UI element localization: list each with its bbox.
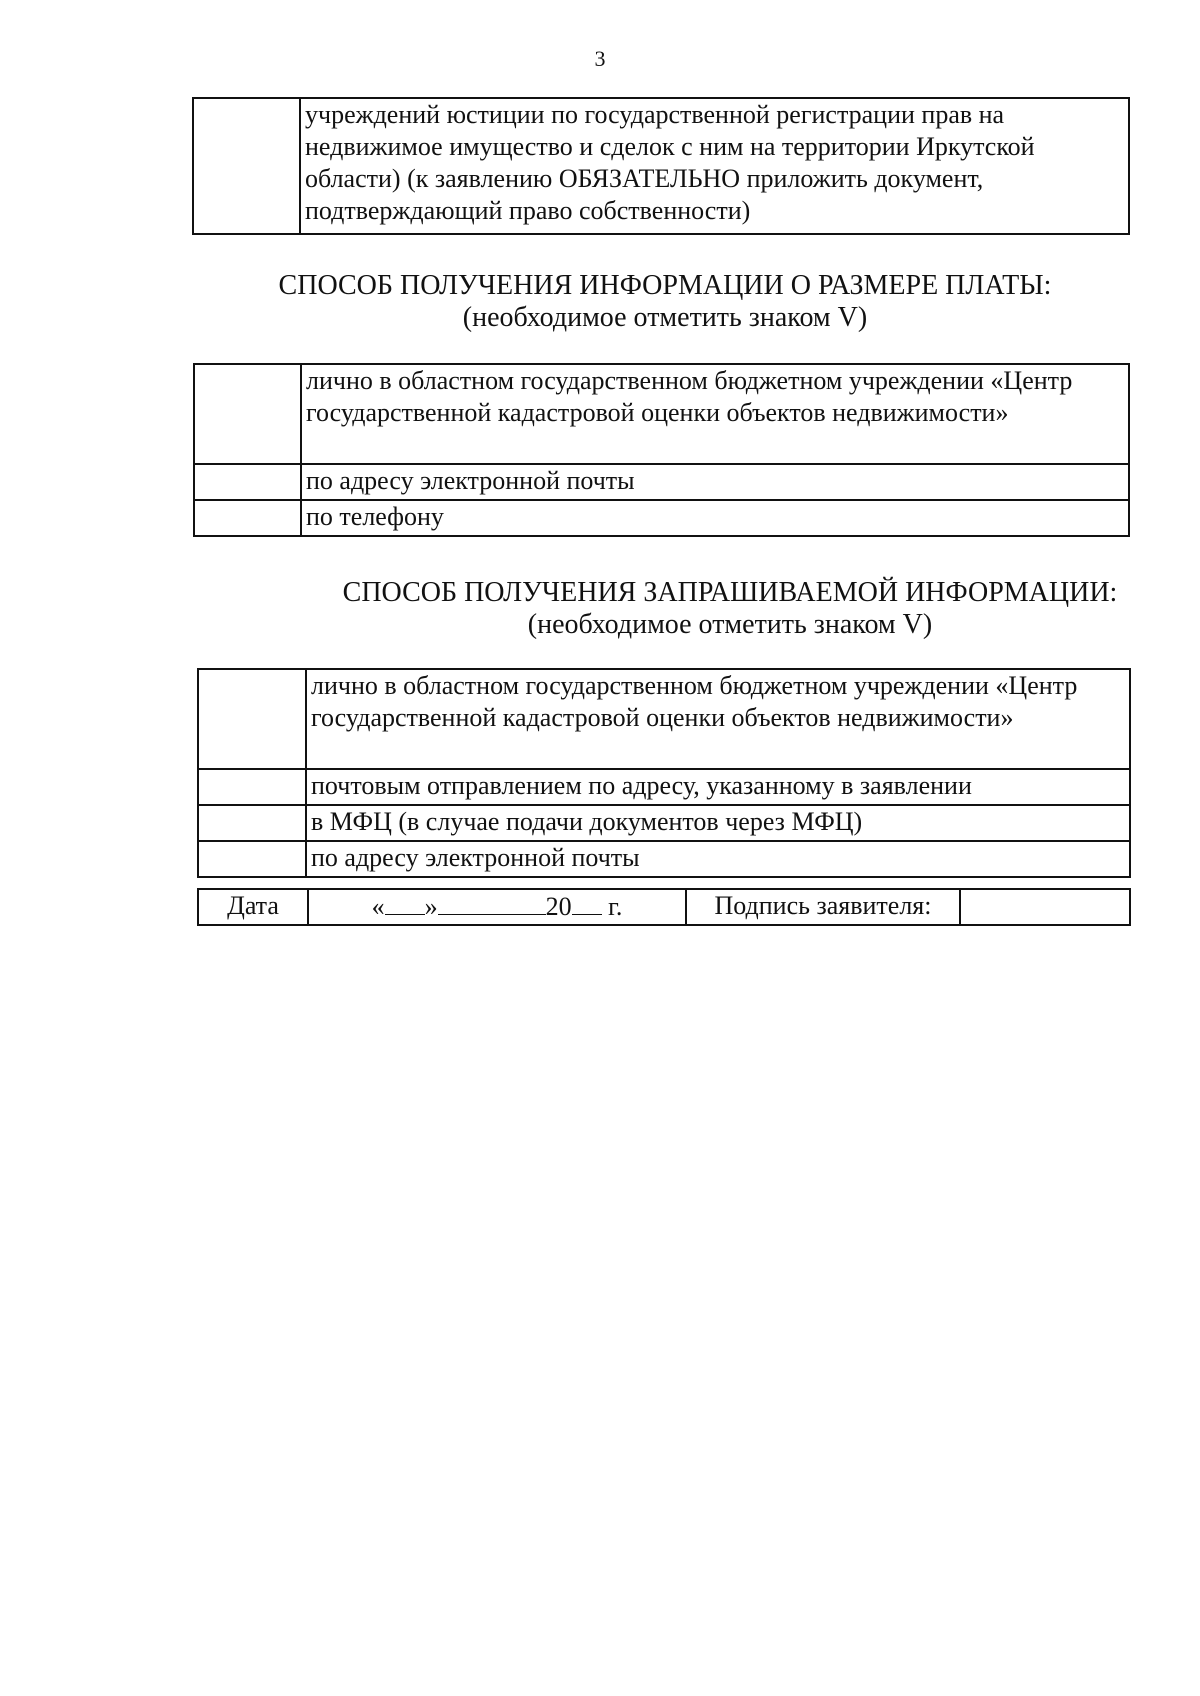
fee-option-row: [194, 464, 1129, 500]
signature-label: Подпись заявителя:: [686, 889, 960, 925]
fee-option-text: по адресу электронной почты: [301, 464, 1129, 500]
fee-section-title: СПОСОБ ПОЛУЧЕНИЯ ИНФОРМАЦИИ О РАЗМЕРЕ ПЛАТЫ:: [278, 270, 1052, 301]
info-option-checkbox-cell[interactable]: [198, 805, 306, 841]
option-text: учреждений юстиции по государственной регистрации прав на недвижимое имущество и сделок с ним на территории Иркутской области) (к заявлению ОБЯЗАТЕЛЬНО приложить документ, подтверждающий право собственности): [300, 98, 1129, 234]
info-section-title: СПОСОБ ПОЛУЧЕНИЯ ЗАПРАШИВАЕМОЙ ИНФОРМАЦИИ:: [342, 577, 1118, 608]
year-suffix: г.: [608, 892, 623, 921]
date-open-quote: «: [371, 892, 385, 921]
fee-option-checkbox-cell[interactable]: [194, 464, 301, 500]
info-option-text: лично в областном государственном бюджетном учреждении «Центр государственной кадастровой оценки объектов недвижимости»: [306, 669, 1130, 769]
info-option-text: почтовым отправлением по адресу, указанному в заявлении: [306, 769, 1130, 805]
fee-options-table: [193, 363, 1130, 537]
date-label: Дата: [198, 889, 308, 925]
signature-field[interactable]: [960, 889, 1130, 925]
fee-option-row: [194, 364, 1129, 464]
year-prefix: 20: [545, 892, 572, 921]
fee-section-note: (необходимое отметить знаком V): [462, 302, 868, 333]
info-option-checkbox-cell[interactable]: [198, 669, 306, 769]
info-option-row: [198, 841, 1130, 877]
info-option-row: [198, 805, 1130, 841]
info-option-text: по адресу электронной почты: [306, 841, 1130, 877]
info-options-table: [197, 668, 1131, 878]
page-number: 3: [594, 46, 606, 71]
option-checkbox-cell[interactable]: [193, 98, 300, 234]
fee-option-text: лично в областном государственном бюджетном учреждении «Центр государственной кадастровой оценки объектов недвижимости»: [301, 364, 1129, 464]
date-signature-row: [198, 889, 1130, 925]
info-option-checkbox-cell[interactable]: [198, 841, 306, 877]
year-blank[interactable]: [572, 890, 602, 915]
info-option-row: [198, 669, 1130, 769]
info-option-text: в МФЦ (в случае подачи документов через МФЦ): [306, 805, 1130, 841]
info-option-row: [198, 769, 1130, 805]
fee-option-row: [194, 500, 1129, 536]
date-field[interactable]: [308, 889, 686, 925]
info-section-note: (необходимое отметить знаком V): [527, 609, 933, 640]
fee-section-heading: [230, 270, 1100, 334]
info-option-checkbox-cell[interactable]: [198, 769, 306, 805]
fee-option-text: по телефону: [301, 500, 1129, 536]
date-signature-table: [197, 888, 1131, 926]
fee-option-checkbox-cell[interactable]: [194, 500, 301, 536]
previous-options-table: [192, 97, 1130, 235]
info-section-heading: [300, 577, 1160, 641]
date-close-quote: »: [424, 892, 438, 921]
option-row: [193, 98, 1129, 234]
month-blank[interactable]: [438, 890, 546, 915]
day-blank[interactable]: [385, 890, 425, 915]
fee-option-checkbox-cell[interactable]: [194, 364, 301, 464]
